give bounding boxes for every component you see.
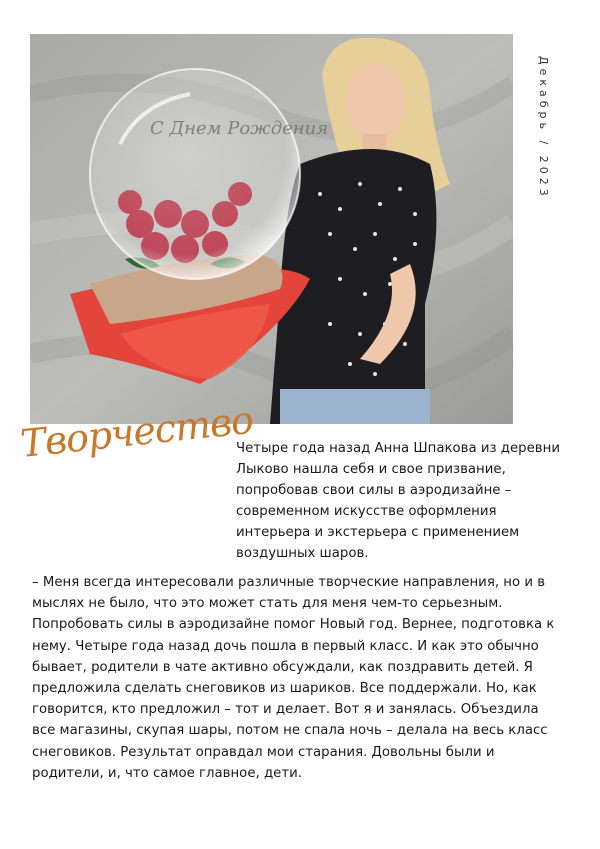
issue-date: Декабрь / 2023 (537, 56, 550, 200)
balloon-text: С Днем Рождения (150, 118, 329, 139)
intro-paragraph: Четыре года назад Анна Шпакова из деревни Лыково нашла себя и свое призвание, попробовав свои силы в аэродизайне – современном искусстве оформления интерьера и экстерьера с применением воздушных шаров. (236, 441, 560, 561)
section-title: Творчество (18, 397, 255, 466)
photo-woman-with-balloon-bouquet (30, 34, 513, 424)
body-paragraph: – Меня всегда интересовали различные творческие направления, но и в мыслях не было, что это может стать для меня чем-то серьезным. Попробовать силы в аэродизайне помог Новый год. Вернее, подготовка к нему. Четыре года назад дочь пошла в первый класс. И как это обычно бывает, родители в чате активно обсуждали, как поздравить детей. Я предложила сделать снеговиков из шариков. Все поддержали. Но, как говорится, кто предложил – тот и делает. Вот я и занялась. Объездила все магазины, скупая шары, потом не спала ночь – делала на весь класс снеговиков. Результат оправдал мои старания. Довольны были и родители, и, что самое главное, дети. (32, 575, 555, 781)
